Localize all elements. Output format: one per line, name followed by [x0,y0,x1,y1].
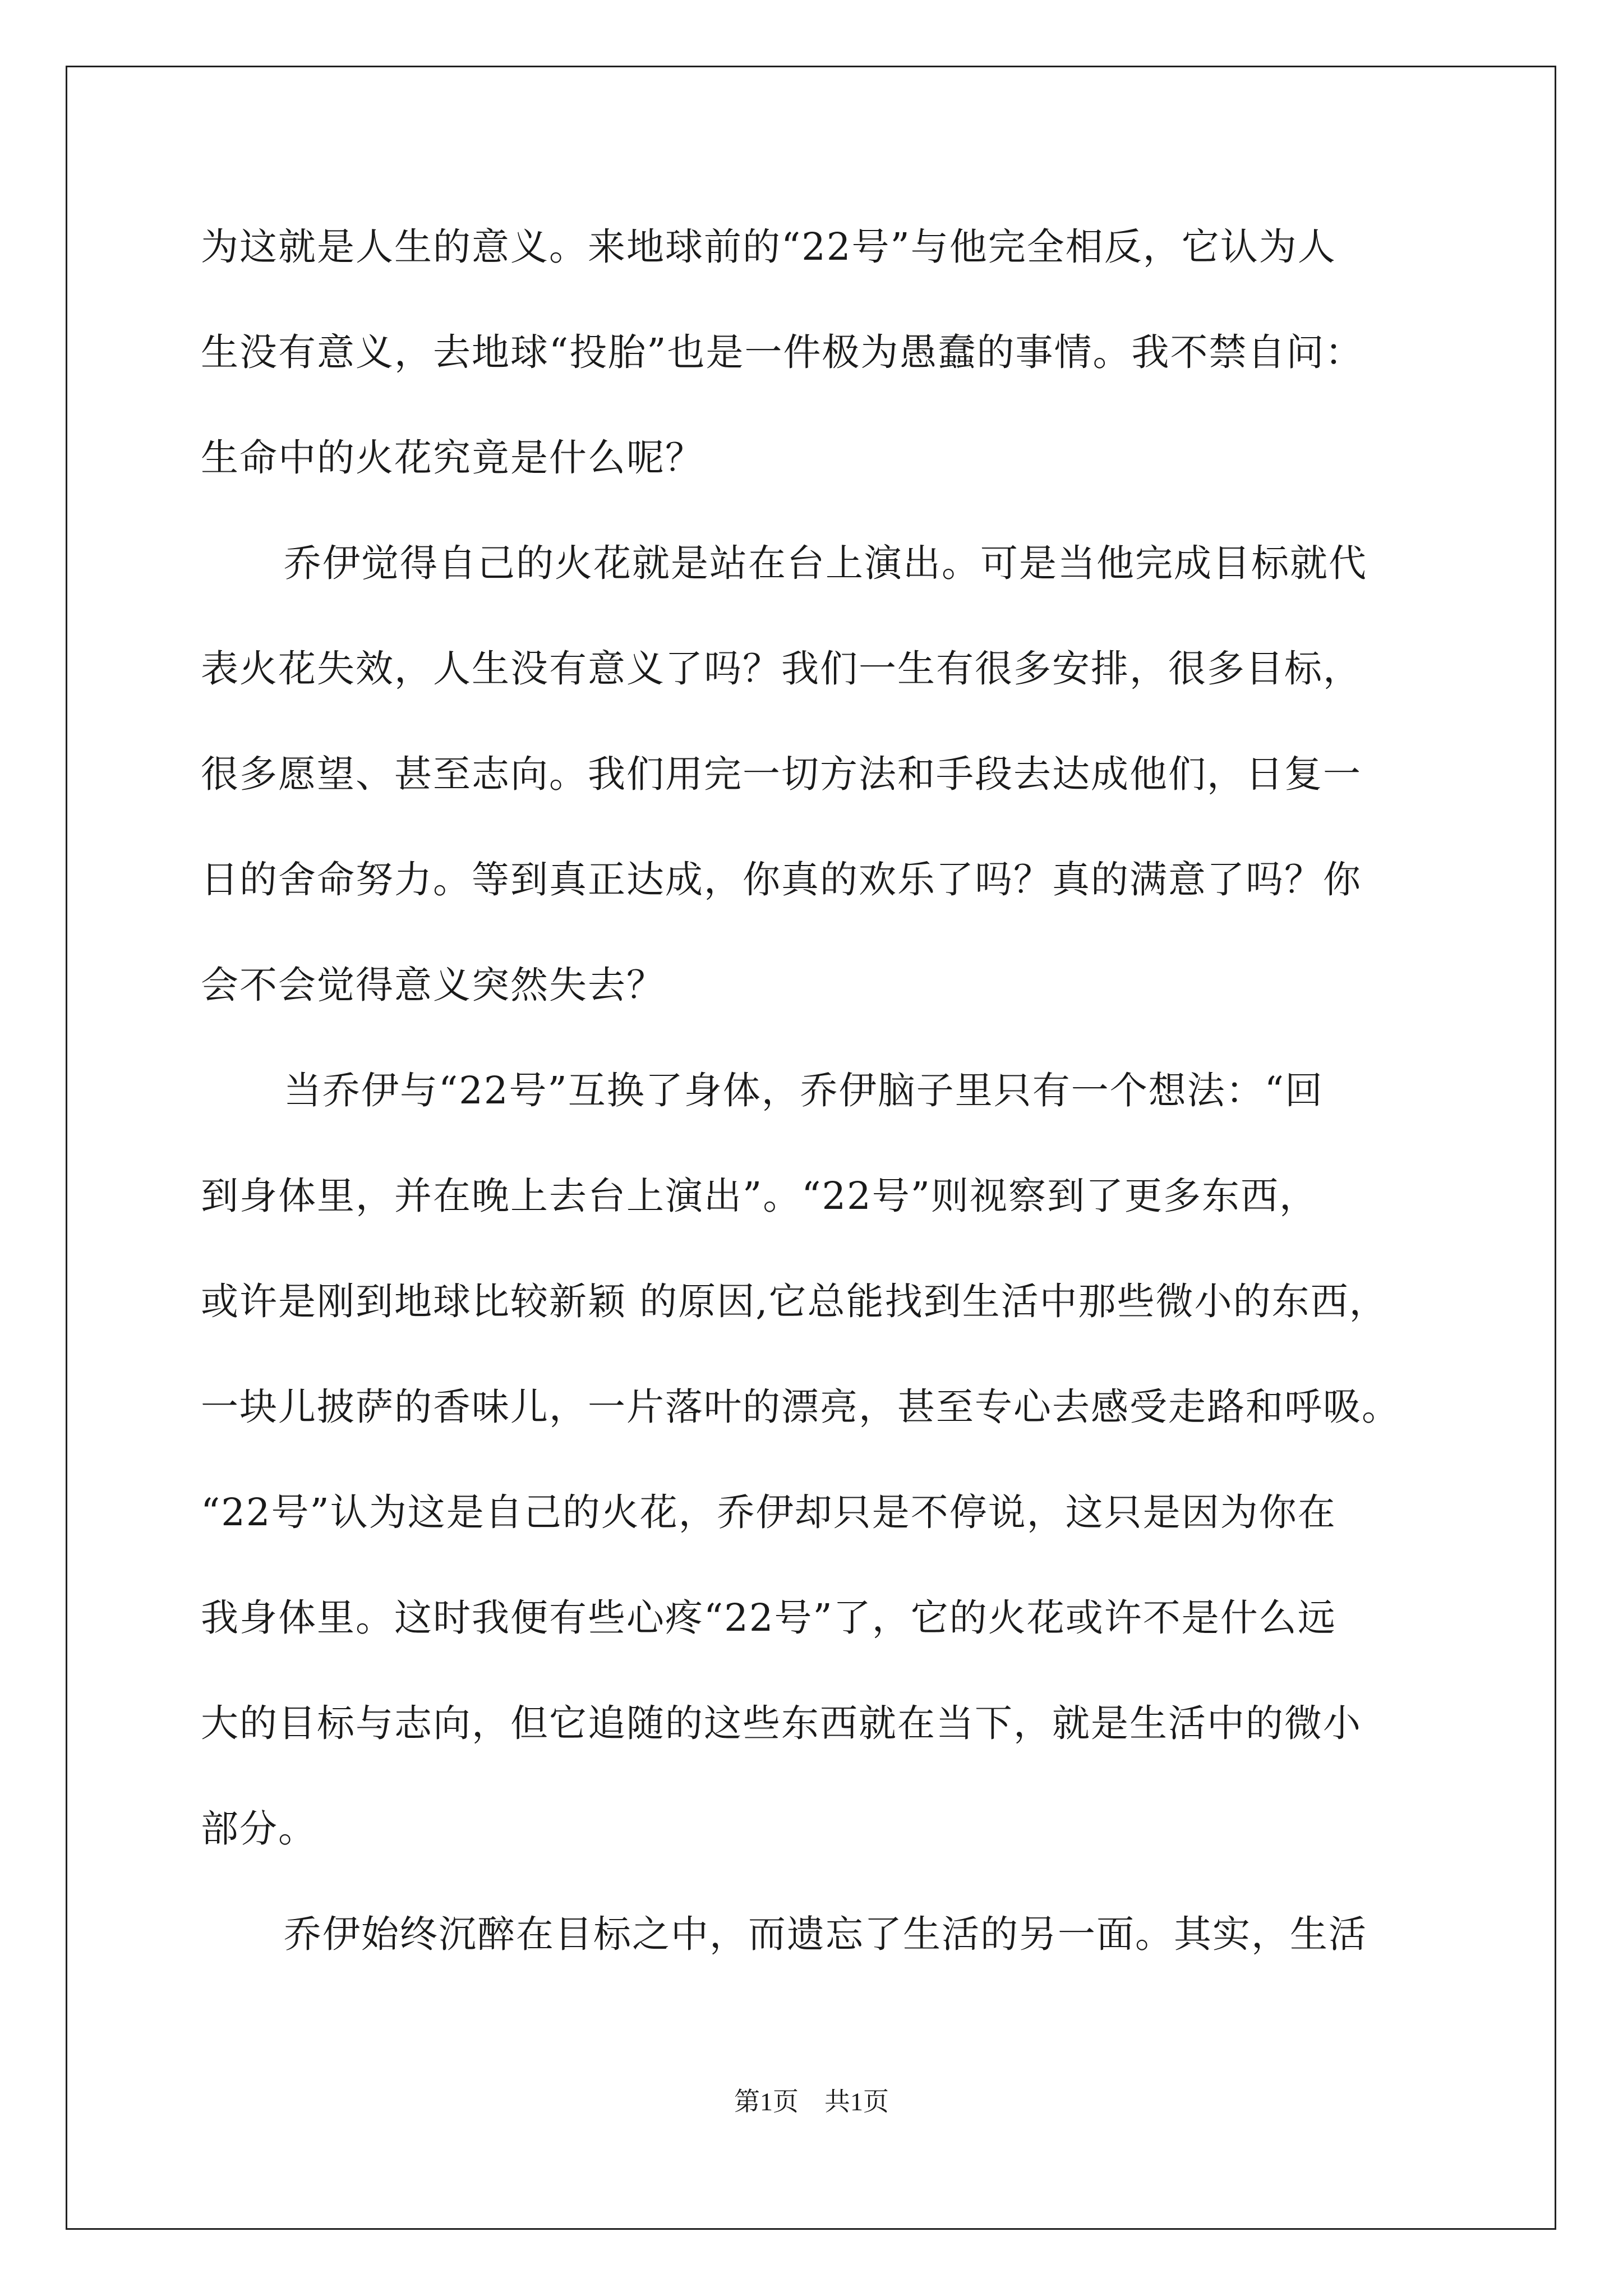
text-line: 会不会觉得意义突然失去？ [201,963,665,1007]
text-line: 或许是刚到地球比较新颖 的原因,它总能找到生活中那些微小的东西， [201,1280,1388,1323]
text-line: 日的舍命努力。等到真正达成，你真的欢乐了吗？真的满意了吗？你 [201,858,1362,901]
text-line: 生命中的火花究竟是什么呢？ [201,436,704,480]
text-line: “22号”认为这是自己的火花，乔伊却只是不停说，这只是因为你在 [201,1490,1336,1534]
text-line: 为这就是人生的意义。来地球前的“22号”与他完全相反，它认为人 [201,225,1336,269]
text-line: 表火花失效，人生没有意义了吗？我们一生有很多安排，很多目标， [201,647,1362,691]
paragraph-start-line: 乔伊始终沉醉在目标之中，而遗忘了生活的另一面。其实，生活 [284,1912,1367,1956]
text-line: 到身体里，并在晚上去台上演出”。“22号”则视察到了更多东西， [201,1174,1318,1218]
text-line: 生没有意义，去地球“投胎”也是一件极为愚蠢的事情。我不禁自问： [201,330,1364,374]
paragraph-start-line: 当乔伊与“22号”互换了身体，乔伊脑子里只有一个想法：“回 [284,1069,1324,1112]
text-line: 很多愿望、甚至志向。我们用完一切方法和手段去达成他们，日复一 [201,752,1362,796]
text-line: 部分。 [201,1807,317,1851]
text-line: 大的目标与志向，但它追随的这些东西就在当下，就是生活中的微小 [201,1701,1362,1745]
text-line: 我身体里。这时我便有些心疼“22号”了，它的火花或许不是什么远 [201,1596,1336,1640]
text-line: 一块儿披萨的香味儿，一片落叶的漂亮，甚至专心去感受走路和呼吸。 [201,1385,1400,1429]
page-border [66,66,1556,2230]
paragraph-start-line: 乔伊觉得自己的火花就是站在台上演出。可是当他完成目标就代 [284,541,1367,585]
page-number-footer: 第1页 共1页 [734,2087,889,2116]
